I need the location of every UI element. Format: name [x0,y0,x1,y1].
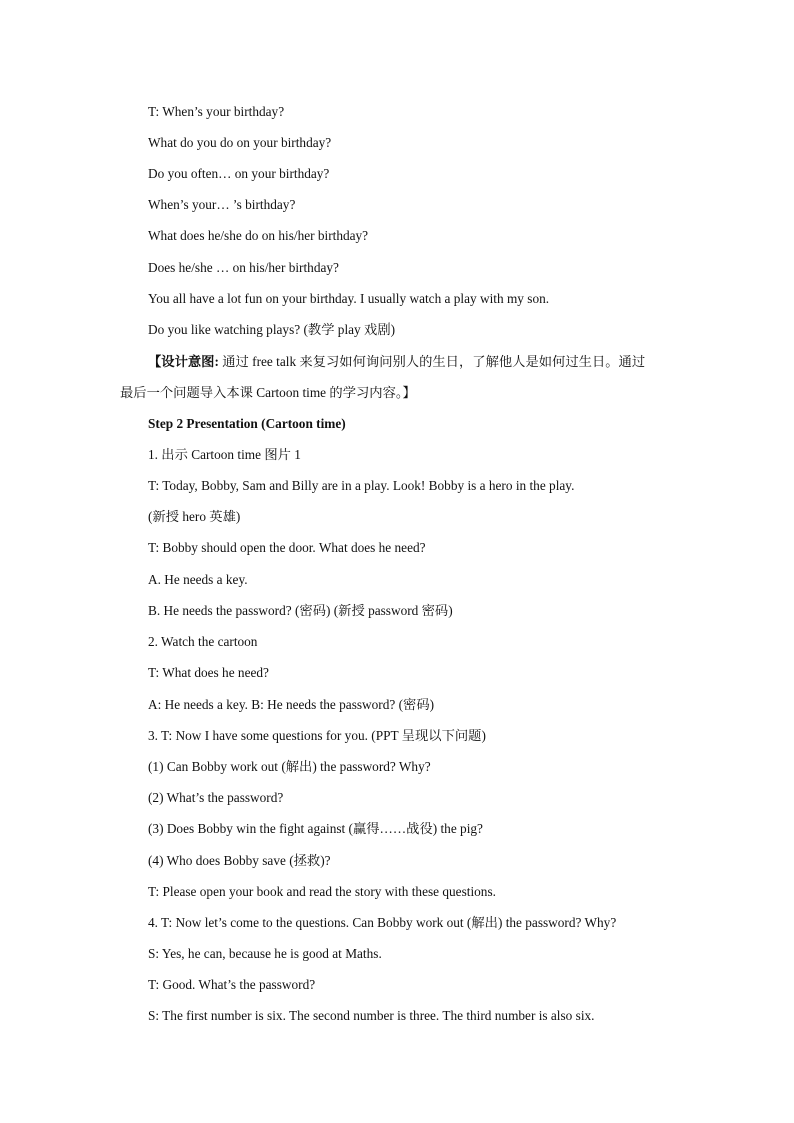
warmup-line-4: When’s your… ’s birthday? [148,197,296,212]
design-intent-line-1 [120,346,680,377]
warmup-line-2: What do you do on your birthday? [148,135,332,150]
warmup-line-8: Do you like watching plays? (教学 play 戏剧) [148,322,396,337]
design-intent-paragraph [120,346,680,408]
step2-line-2: T: Today, Bobby, Sam and Billy are in a play. Look! Bobby is a hero in the play. [148,478,575,493]
warmup-line-5: What does he/she do on his/her birthday? [148,228,369,243]
design-intent-line-2: 最后一个问题导入本课 Cartoon time 的学习内容。】 [120,385,416,400]
step2-line-13: (3) Does Bobby win the fight against (赢得……战役) the pig? [148,821,483,836]
step2-line-18: T: Good. What’s the password? [148,977,316,992]
step2-line-4: T: Bobby should open the door. What does he need? [148,540,426,555]
design-intent-prefix: 【设计意图: [148,354,219,369]
step2-line-8: T: What does he need? [148,665,269,680]
step2-line-1: 1. 出示 Cartoon time 图片 1 [148,447,301,462]
design-intent-line-1-text: 通过 free talk 来复习如何询问别人的生日，了解他人是如何过生日。通过 [218,354,646,369]
step2-line-15: T: Please open your book and read the story with these questions. [148,884,496,899]
step2-line-5: A. He needs a key. [148,572,248,587]
step2-line-7: 2. Watch the cartoon [148,634,258,649]
warmup-line-6: Does he/she … on his/her birthday? [148,260,339,275]
step2-line-19: S: The first number is six. The second number is three. The third number is also six. [148,1008,595,1023]
step2-line-3: (新授 hero 英雄) [148,509,241,524]
step2-heading: Step 2 Presentation (Cartoon time) [148,416,346,431]
step2-line-10: 3. T: Now I have some questions for you. (PPT 呈现以下问题) [148,728,486,743]
step2-line-16: 4. T: Now let’s come to the questions. Can Bobby work out (解出) the password? Why? [148,915,617,930]
step2-line-9: A: He needs a key. B: He needs the password? (密码) [148,697,435,712]
step2-line-6: B. He needs the password? (密码) (新授 password 密码) [148,603,453,618]
step2-line-11: (1) Can Bobby work out (解出) the password? Why? [148,759,431,774]
step2-line-14: (4) Who does Bobby save (拯救)? [148,853,331,868]
warmup-line-7: You all have a lot fun on your birthday. I usually watch a play with my son. [148,291,550,306]
step2-line-12: (2) What’s the password? [148,790,284,805]
step2-line-17: S: Yes, he can, because he is good at Maths. [148,946,382,961]
warmup-line-1: T: When’s your birthday? [148,104,285,119]
warmup-line-3: Do you often… on your birthday? [148,166,330,181]
